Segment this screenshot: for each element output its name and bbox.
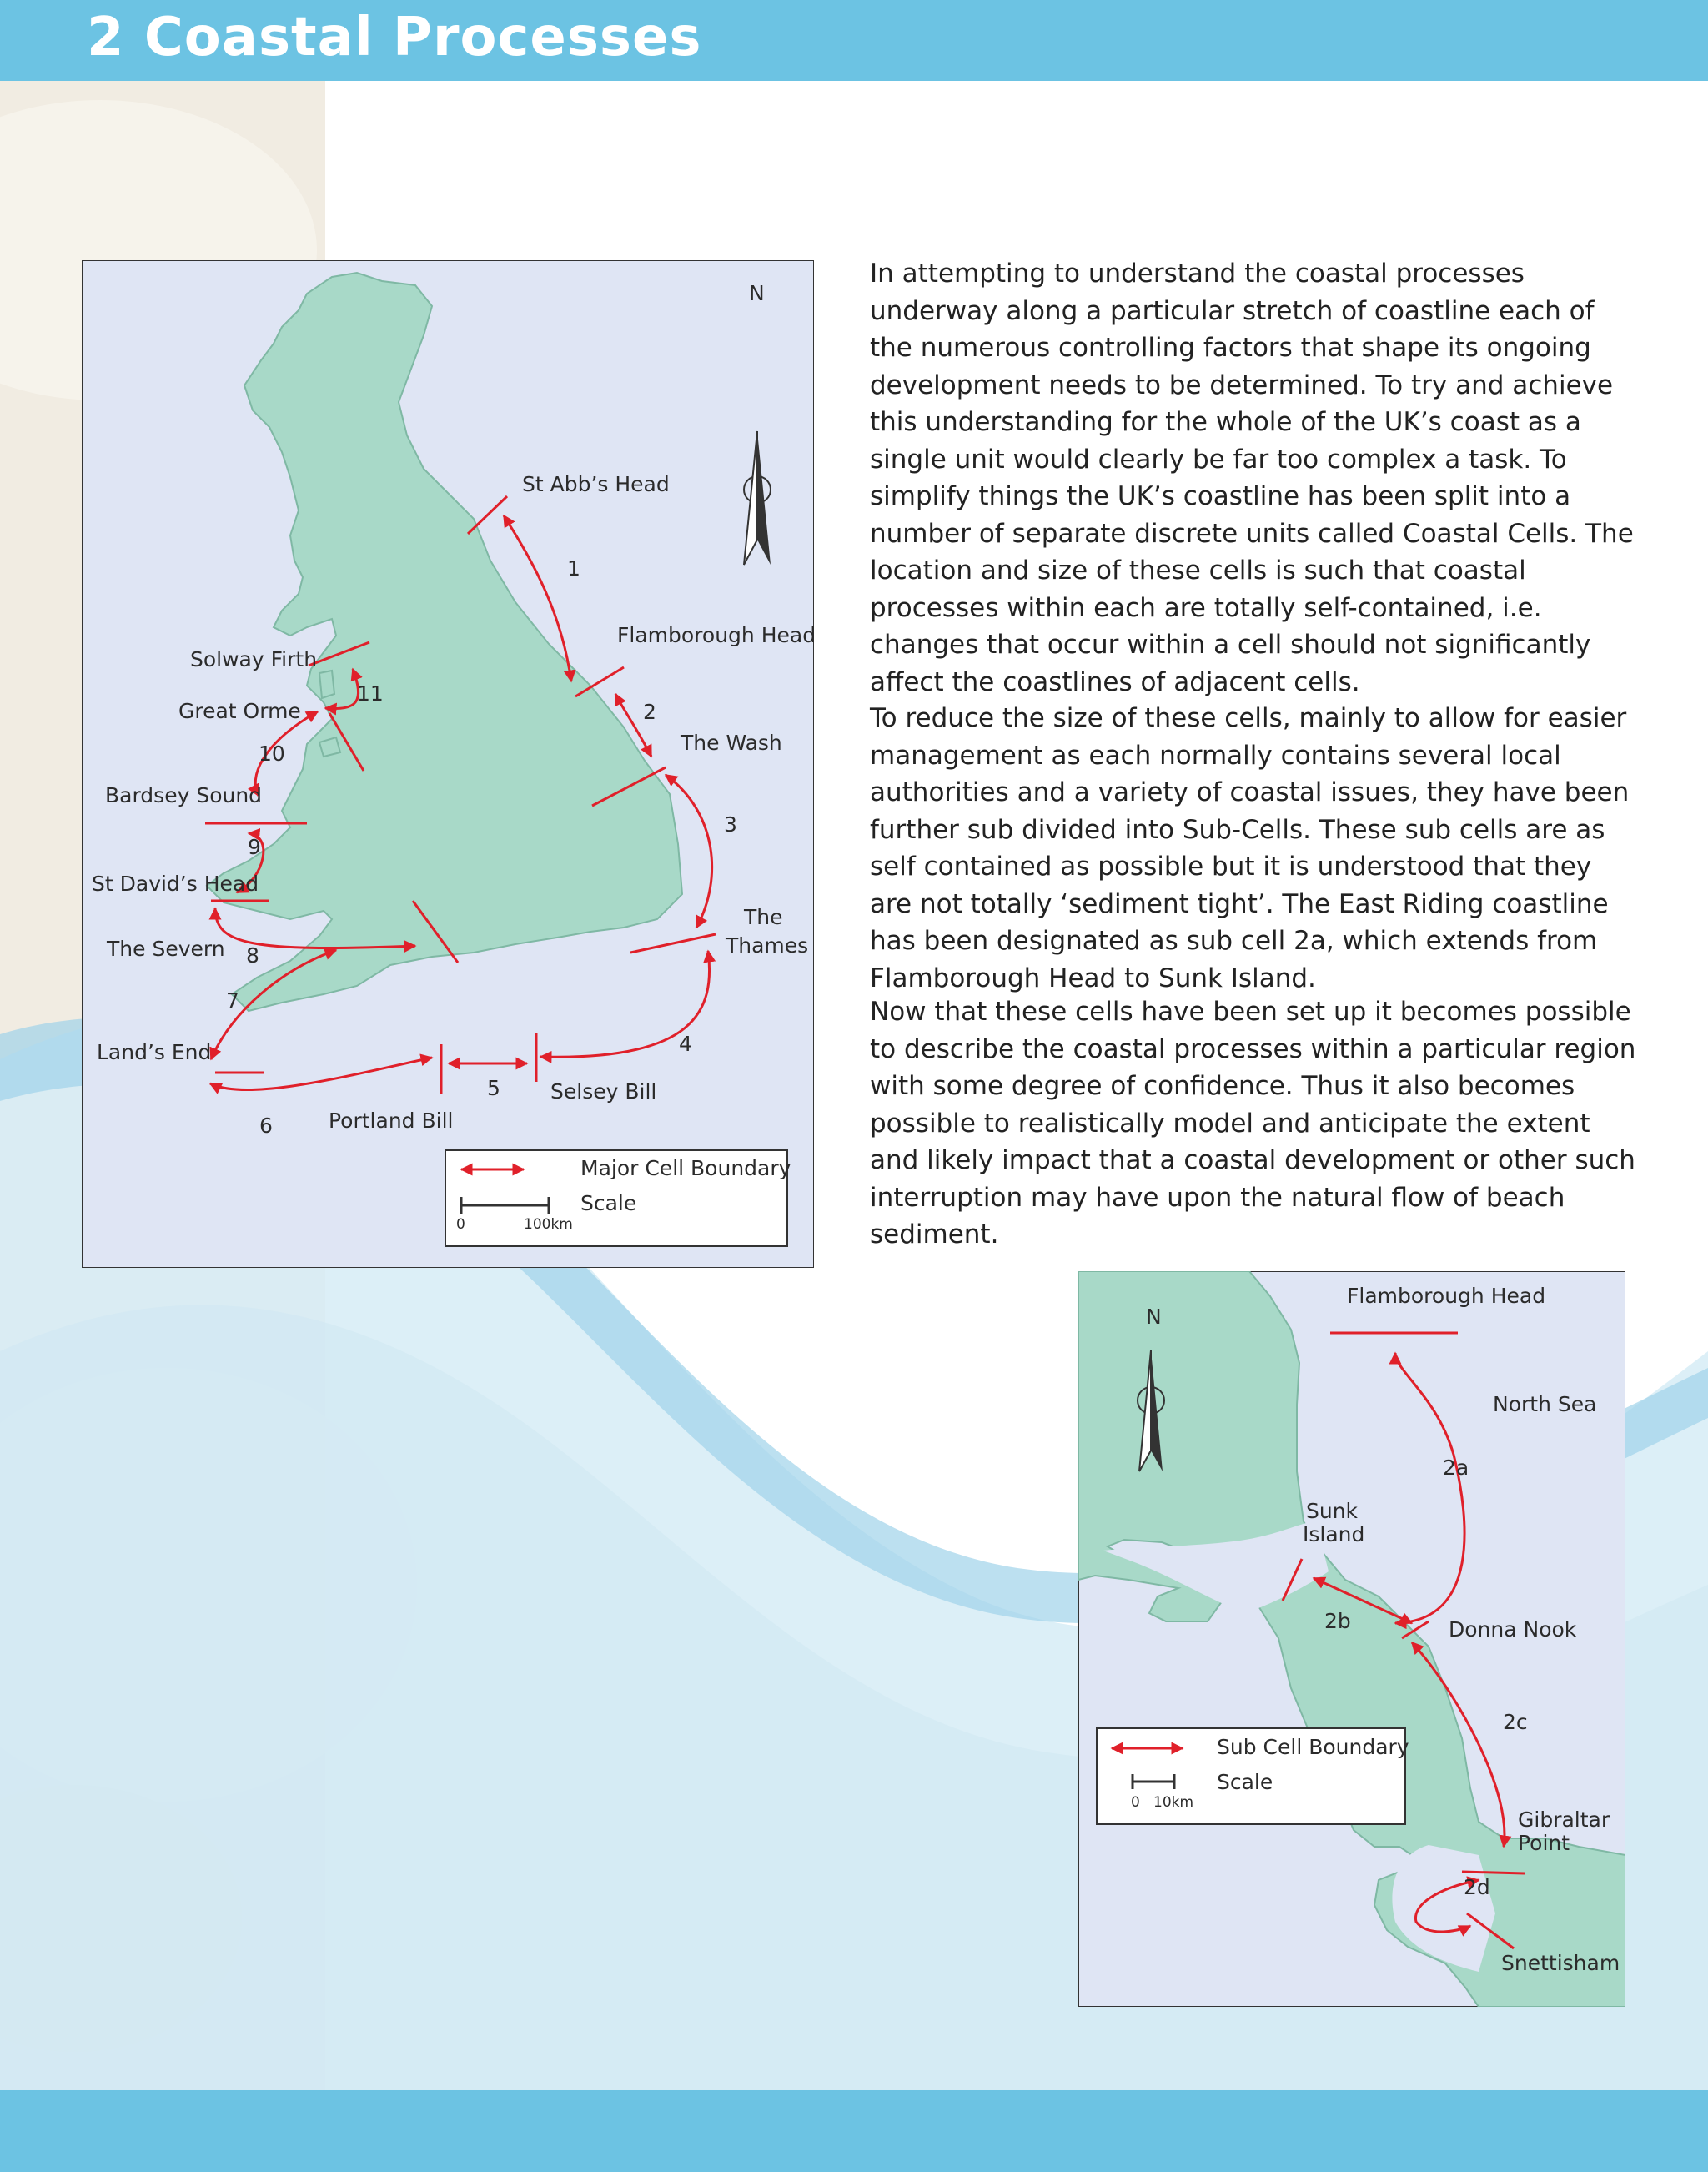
label-the-wash: The Wash — [681, 731, 782, 755]
cell-number: 4 — [679, 1032, 692, 1056]
cell-number: 8 — [246, 943, 259, 968]
cell-number: 9 — [248, 835, 261, 859]
cell-number: 11 — [357, 681, 384, 706]
label-bardsey-sound: Bardsey Sound — [105, 783, 263, 807]
label-lands-end: Land’s End — [97, 1040, 212, 1064]
legend-scale-start: 0 — [456, 1216, 465, 1233]
legend-scale-label-east: Scale — [1217, 1770, 1273, 1794]
label-the-thames-1: The — [744, 905, 783, 929]
label-great-orme: Great Orme — [178, 699, 301, 723]
legend-scale-text-east: 0 10km — [1131, 1794, 1194, 1811]
body-paragraph: Now that these cells have been set up it becomes possible to describe the coastal processes within a particular region with some degree of confidence. Thus it also becomes possible to realistically model and anticipate the extent and likely impact that a coastal development or other such interruption may have upon the natural flow of beach sediment. — [870, 997, 1636, 1249]
label-the-severn: The Severn — [107, 937, 225, 961]
sub-cell-label: 2c — [1503, 1710, 1528, 1734]
legend-boundary-label: Major Cell Boundary — [580, 1156, 791, 1180]
label-st-davids-head: St David’s Head — [92, 872, 259, 896]
body-paragraph: To reduce the size of these cells, mainly to allow for easier management as each normally contains several local authorities and a variety of coastal issues, they have been further sub divided into Sub-Cells. These sub cells are as self contained as possible but it is understood that they are not totally ‘sediment tight’. The East Riding coastline has been designated as sub cell 2a, which extends from Flamborough Head to Sunk Island. — [870, 703, 1630, 993]
label-solway-firth: Solway Firth — [190, 647, 318, 671]
body-paragraph: In attempting to understand the coastal processes underway along a particular stretch of coastline each of the numerous controlling factors that shape its ongoing development needs to be determined. To try and achieve this understanding for the whole of the UK’s coast as a single unit would clearly be far too complex a task. To simplify things the UK’s coastline has been split into a number of separate discrete units called Coastal Cells. The location and size of these cells is such that coastal processes within each are totally self-contained, i.e. changes that occur within a cell should not significantly affect the coastlines of adjacent cells. — [870, 259, 1634, 697]
label-sunk-island-2: Island — [1303, 1522, 1365, 1546]
footer-bar — [0, 2090, 1708, 2172]
sub-cell-label: 2d — [1464, 1875, 1490, 1899]
cell-number: 5 — [487, 1076, 500, 1100]
sub-cell-label: 2b — [1324, 1609, 1351, 1633]
cell-number: 7 — [226, 988, 239, 1013]
label-flamborough-head: Flamborough Head — [617, 623, 816, 647]
label-gibraltar-point-1: Gibraltar — [1518, 1807, 1610, 1832]
north-label-east: N — [1146, 1305, 1162, 1329]
legend-sub-boundary-label: Sub Cell Boundary — [1217, 1735, 1409, 1759]
label-st-abbs-head: St Abb’s Head — [522, 472, 670, 496]
legend-scale-label: Scale — [580, 1191, 637, 1215]
sub-cell-label: 2a — [1443, 1456, 1469, 1480]
cell-number: 6 — [259, 1114, 273, 1138]
label-the-thames-2: Thames — [726, 933, 809, 958]
north-label: N — [749, 281, 765, 305]
label-snettisham: Snettisham — [1501, 1951, 1620, 1975]
label-north-sea: North Sea — [1493, 1392, 1597, 1416]
cell-number: 2 — [643, 700, 656, 724]
label-portland-bill: Portland Bill — [329, 1109, 454, 1133]
cell-number: 10 — [259, 742, 285, 766]
east-coast-sub-cells-map — [1078, 1271, 1625, 2007]
uk-coastal-cells-map — [82, 260, 814, 1268]
label-donna-nook: Donna Nook — [1449, 1617, 1577, 1642]
cell-number: 3 — [724, 812, 737, 837]
label-sunk-island-1: Sunk — [1306, 1499, 1359, 1523]
legend-scale-end: 100km — [524, 1216, 573, 1233]
label-selsey-bill: Selsey Bill — [550, 1079, 657, 1104]
label-gibraltar-point-2: Point — [1518, 1831, 1570, 1855]
label-flamborough-head-east: Flamborough Head — [1347, 1284, 1546, 1308]
cell-number: 1 — [567, 556, 580, 581]
page-title: 2 Coastal Processes — [87, 7, 702, 68]
isle-of-man — [319, 671, 334, 698]
